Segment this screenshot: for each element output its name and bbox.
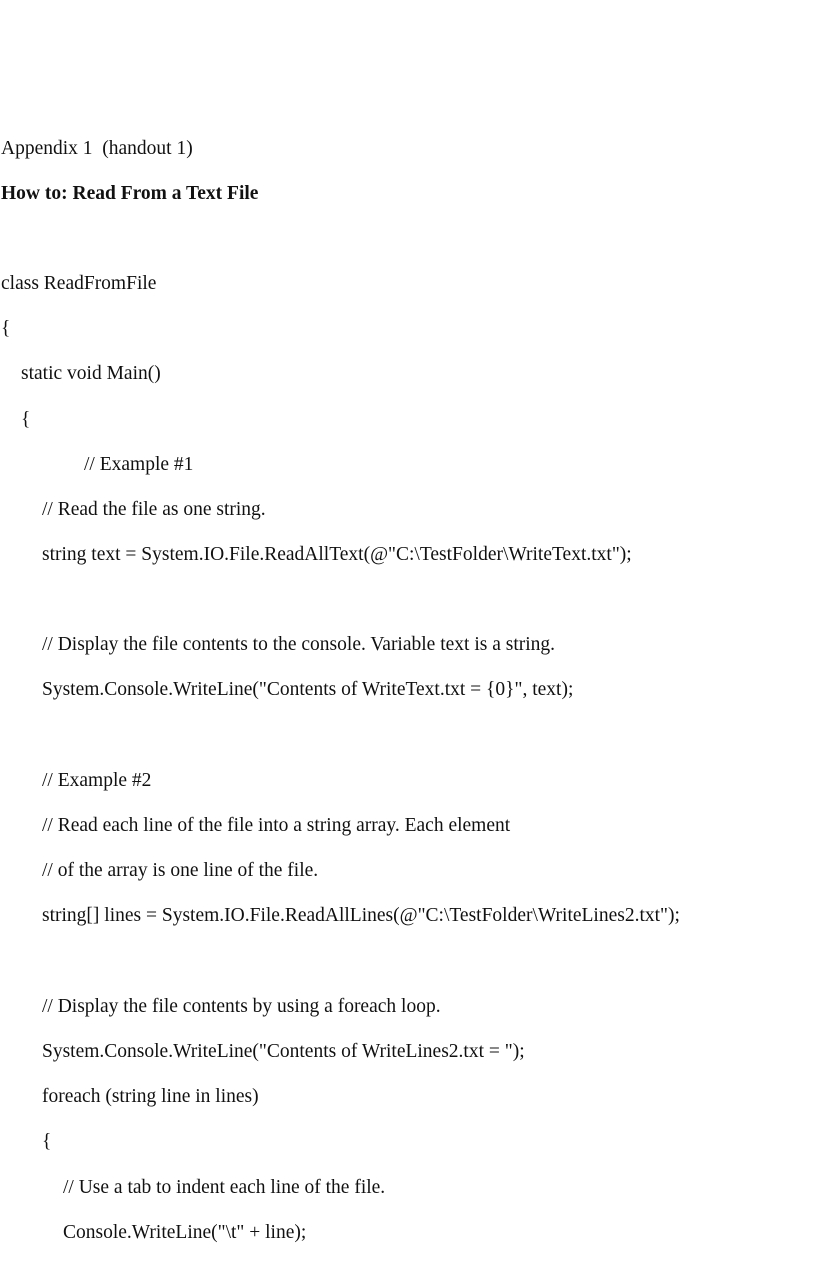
code-line: System.Console.WriteLine("Contents of WriteText.txt = {0}", text);: [42, 679, 574, 700]
code-line: System.Console.WriteLine("Contents of WriteLines2.txt = ");: [42, 1041, 525, 1062]
code-line: {: [1, 318, 11, 339]
code-line: Console.WriteLine("\t" + line);: [63, 1222, 307, 1243]
code-line: // Example #2: [42, 770, 152, 791]
code-line: // Display the file contents to the console. Variable text is a string.: [42, 634, 556, 655]
code-line: // Example #1: [84, 454, 194, 475]
code-line: // of the array is one line of the file.: [42, 860, 319, 881]
code-line: {: [42, 1131, 52, 1152]
page-heading: How to: Read From a Text File: [1, 183, 259, 204]
code-line: // Display the file contents by using a foreach loop.: [42, 996, 441, 1017]
code-line: // Use a tab to indent each line of the file.: [63, 1177, 386, 1198]
code-line: static void Main(): [21, 363, 161, 384]
code-line: string[] lines = System.IO.File.ReadAllLines(@"C:\TestFolder\WriteLines2.txt");: [42, 905, 680, 926]
code-line: class ReadFromFile: [1, 273, 157, 294]
code-line: foreach (string line in lines): [42, 1086, 259, 1107]
code-line: string text = System.IO.File.ReadAllText(@"C:\TestFolder\WriteText.txt");: [42, 544, 632, 565]
code-line: // Read the file as one string.: [42, 499, 266, 520]
code-line: {: [21, 409, 31, 430]
appendix-label: Appendix 1 (handout 1): [1, 138, 193, 159]
code-line: // Read each line of the file into a string array. Each element: [42, 815, 511, 836]
